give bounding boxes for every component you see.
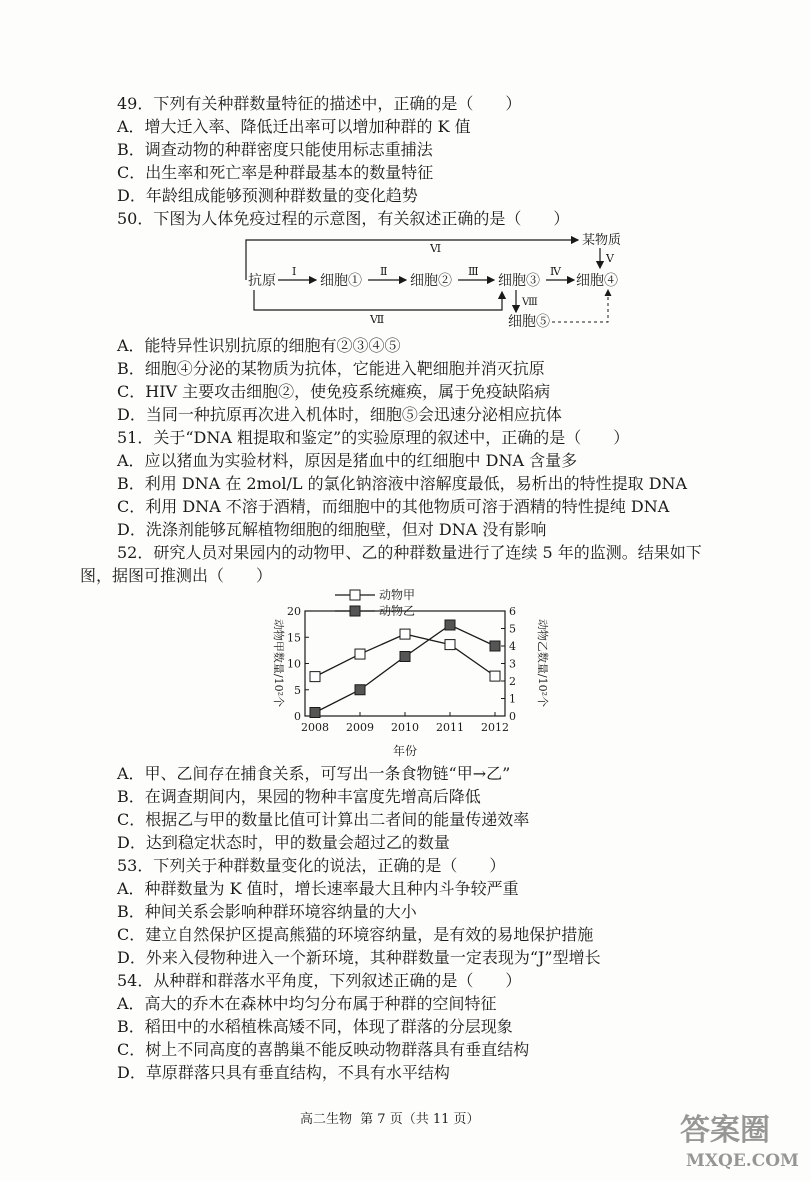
y-right-tick-label: 3	[509, 657, 516, 671]
arrow-label-III: Ⅲ	[468, 265, 479, 278]
arrow-label-VII: Ⅶ	[370, 313, 385, 326]
data-point-animal-a	[310, 672, 320, 682]
node-cell-3: 细胞③	[498, 273, 540, 289]
dashed-arrow-cell5-to-cell4	[552, 290, 608, 322]
immune-process-diagram	[240, 232, 640, 332]
x-axis-title: 年份	[392, 744, 418, 758]
x-tick-label: 2010	[391, 721, 419, 734]
data-point-animal-a	[490, 671, 500, 681]
q51-option-c: C．利用 DNA 不溶于酒精，而细胞中的其他物质可溶于酒精的特性提纯 DNA	[117, 497, 670, 516]
data-point-animal-b	[445, 620, 455, 630]
question-52-stem: 52．研究人员对果园内的动物甲、乙的种群数量进行了连续 5 年的监测。结果如下	[117, 543, 702, 562]
node-antigen: 抗原	[248, 273, 276, 289]
x-tick-label: 2012	[481, 721, 509, 734]
q52-option-a: A．甲、乙间存在捕食关系，可写出一条食物链“甲→乙”	[117, 764, 511, 783]
legend-label-a: 动物甲	[379, 588, 416, 602]
y-right-tick-label: 6	[509, 605, 516, 618]
q49-option-d: D．年龄组成能够预测种群数量的变化趋势	[117, 186, 418, 205]
arrow-label-IV: Ⅳ	[550, 265, 561, 278]
question-53-stem: 53．下列关于种群数量变化的说法，正确的是（ ）	[117, 856, 506, 875]
q50-option-c: C．HIV 主要攻击细胞②，使免疫系统瘫痪，属于免疫缺陷病	[117, 382, 551, 401]
q52-option-d: D．达到稳定状态时，甲的数量会超过乙的数量	[117, 833, 450, 852]
q54-option-b: B．稻田中的水稻植株高矮不同，体现了群落的分层现象	[117, 1017, 513, 1036]
arrow-label-VI: Ⅵ	[430, 242, 442, 255]
arrow-label-VIII: Ⅷ	[522, 297, 538, 308]
data-point-animal-b	[490, 641, 500, 651]
q51-option-a: A．应以猪血为实验材料，原因是猪血中的红细胞中 DNA 含量多	[117, 451, 578, 470]
node-cell-1: 细胞①	[320, 273, 362, 289]
q54-option-c: C．树上不同高度的喜鹊巢不能反映动物群落具有垂直结构	[117, 1040, 530, 1059]
y-left-tick-label: 5	[294, 683, 301, 697]
node-cell-4: 细胞④	[576, 273, 618, 289]
q50-option-d: D．当同一种抗原再次进入机体时，细胞⑤会迅速分泌相应抗体	[117, 405, 562, 424]
question-52-stem-cont: 图，据图可推测出（ ）	[80, 566, 273, 585]
arrow-label-II: Ⅱ	[380, 265, 388, 278]
data-point-animal-a	[355, 649, 365, 659]
q53-option-d: D．外来入侵物种进入一个新环境，其种群数量一定表现为“J”型增长	[117, 948, 601, 967]
y-axis-right-title: 动物乙数量/10²个	[536, 618, 549, 708]
y-axis-left-title: 动物甲数量/10²个	[272, 618, 285, 708]
q54-option-d: D．草原群落只具有垂直结构，不具有水平结构	[117, 1063, 450, 1082]
x-tick-label: 2008	[301, 721, 329, 734]
y-left-tick-label: 10	[287, 657, 301, 671]
y-right-tick-label: 5	[509, 622, 516, 636]
population-line-chart	[255, 585, 555, 765]
plot-frame	[305, 611, 505, 716]
watermark-url: MXQE.COM	[686, 1151, 799, 1171]
y-right-tick-label: 0	[509, 710, 516, 723]
q52-option-c: C．根据乙与甲的数量比值可计算出二者间的能量传递效率	[117, 810, 530, 829]
page-footer	[300, 1108, 484, 1127]
y-right-tick-label: 4	[509, 640, 516, 653]
question-50-stem: 50．下图为人体免疫过程的示意图，有关叙述正确的是（ ）	[117, 209, 570, 228]
q54-option-a: A．高大的乔木在森林中均匀分布属于种群的空间特征	[117, 994, 497, 1013]
y-left-tick-label: 20	[287, 605, 301, 618]
question-51-stem: 51．关于“DNA 粗提取和鉴定”的实验原理的叙述中，正确的是（ ）	[117, 428, 630, 447]
legend-marker-a	[350, 590, 360, 600]
data-point-animal-b	[355, 685, 365, 695]
node-substance: 某物质	[582, 233, 622, 248]
arrow-VII	[254, 290, 502, 310]
data-point-animal-a	[445, 640, 455, 650]
data-point-animal-b	[400, 652, 410, 662]
q51-option-b: B．利用 DNA 在 2mol/L 的氯化钠溶液中溶解度最低，易析出的特性提取 DNA	[117, 474, 688, 493]
q53-option-b: B．种间关系会影响种群环境容纳量的大小	[117, 902, 417, 921]
node-cell-5: 细胞⑤	[508, 314, 550, 330]
y-right-tick-label: 1	[509, 692, 516, 706]
q49-option-c: C．出生率和死亡率是种群最基本的数量特征	[117, 163, 434, 182]
q50-option-a: A．能特异性识别抗原的细胞有②③④⑤	[117, 336, 401, 355]
question-49-stem: 49．下列有关种群数量特征的描述中，正确的是（ ）	[117, 94, 522, 113]
data-point-animal-b	[310, 708, 320, 718]
arrow-label-I: Ⅰ	[292, 265, 297, 278]
watermark-logo	[672, 1100, 802, 1175]
legend-label-b: 动物乙	[379, 604, 416, 618]
footer-subject: 高二生物	[300, 1112, 353, 1127]
arrow-label-V: Ⅴ	[606, 252, 614, 265]
question-54-stem: 54．从种群和群落水平角度，下列叙述正确的是（ ）	[117, 971, 522, 990]
y-left-tick-label: 15	[287, 631, 301, 645]
footer-page-number: 第 7 页（共 11 页）	[360, 1112, 480, 1127]
x-tick-label: 2009	[346, 721, 374, 734]
q49-option-b: B．调查动物的种群密度只能使用标志重捕法	[117, 140, 433, 159]
legend-marker-b	[350, 606, 360, 616]
data-point-animal-a	[400, 629, 410, 639]
q53-option-a: A．种群数量为 K 值时，增长速率最大且种内斗争较严重	[117, 879, 519, 898]
q53-option-c: C．建立自然保护区提高熊猫的环境容纳量，是有效的易地保护措施	[117, 925, 594, 944]
watermark-text: 答案圈	[680, 1113, 770, 1148]
q51-option-d: D．洗涤剂能够瓦解植物细胞的细胞壁，但对 DNA 没有影响	[117, 520, 547, 539]
x-tick-label: 2011	[436, 721, 464, 734]
q49-option-a: A．增大迁入率、降低迁出率可以增加种群的 K 值	[117, 117, 471, 136]
q50-option-b: B．细胞④分泌的某物质为抗体，它能进入靶细胞并消灭抗原	[117, 359, 545, 378]
node-cell-2: 细胞②	[410, 273, 452, 289]
y-right-tick-label: 2	[509, 675, 516, 688]
y-left-tick-label: 0	[294, 710, 301, 723]
q52-option-b: B．在调查期间内，果园的物种丰富度先增高后降低	[117, 787, 481, 806]
